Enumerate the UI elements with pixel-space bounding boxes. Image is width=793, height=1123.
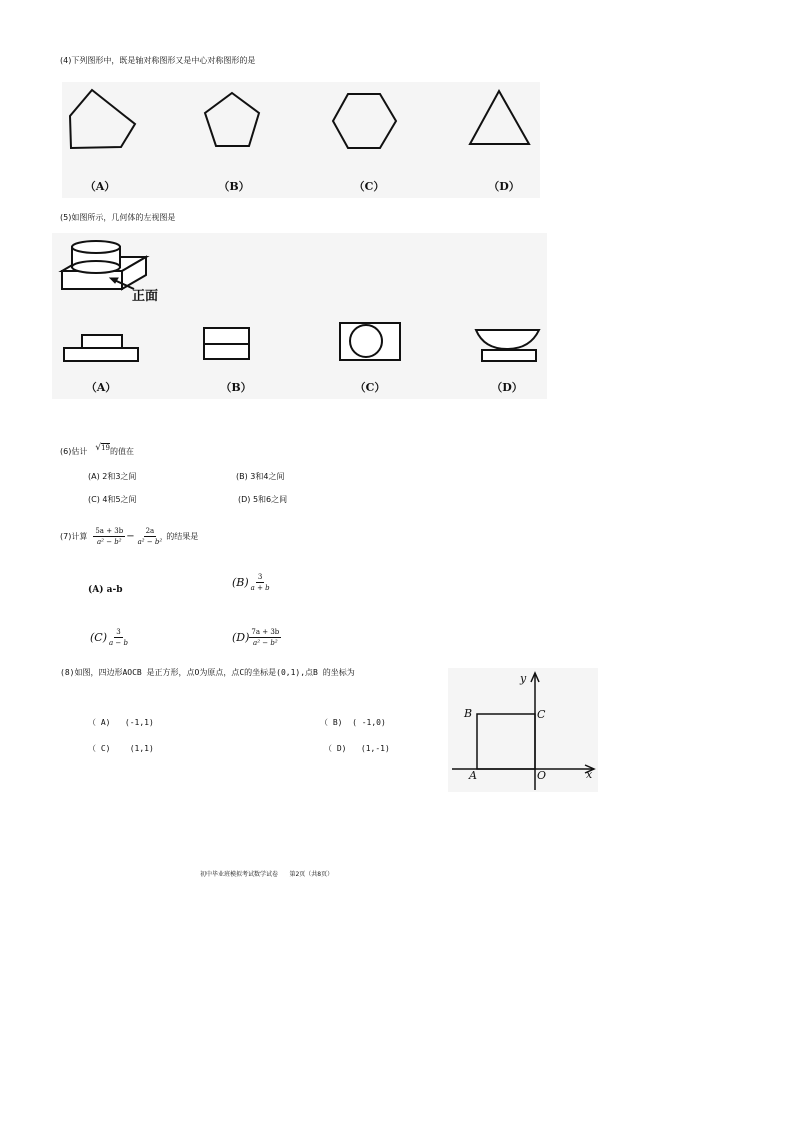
q6-option-b: (B) 3和4之间: [236, 472, 285, 481]
q7-option-d-numerator: 7a + 3b: [251, 628, 280, 636]
q4-label-b: （B）: [218, 180, 250, 193]
irregular-pentagon: [70, 90, 135, 148]
q7-option-b-denominator: a + b: [250, 584, 270, 592]
sqrt-symbol: √: [95, 443, 102, 453]
q6-option-a: (A) 2和3之间: [88, 472, 137, 481]
q7-option-c-fraction: [107, 628, 130, 647]
q7-frac2-numerator: 2a: [145, 527, 155, 535]
q7-option-c: [90, 628, 130, 647]
q7-option-a: (A) a-b: [88, 585, 123, 595]
q7-option-d-fraction: [249, 628, 281, 647]
sqrt-expression: [95, 443, 110, 453]
q5-shapes: [52, 233, 547, 399]
q7-minus: −: [126, 531, 135, 542]
q4-label-d: （D）: [488, 180, 520, 193]
square-aocb: [477, 714, 535, 769]
option-a-view: [64, 335, 138, 361]
q6-option-c: (C) 4和5之间: [88, 495, 137, 504]
q7-frac1-numerator: 5a + 3b: [95, 527, 124, 535]
sqrt-argument: 19: [101, 444, 111, 452]
q7-option-b-label: (B): [232, 576, 249, 589]
point-a-label: A: [469, 769, 477, 782]
point-o-label: O: [537, 769, 547, 782]
q7-stem-suffix: 的结果是: [166, 532, 199, 541]
q5-label-d: （D）: [491, 381, 523, 394]
q4-label-a: （A）: [84, 180, 116, 193]
q7-frac1-denominator: a² − b²: [96, 538, 122, 546]
q7-option-c-denominator: a − b: [109, 639, 128, 647]
page-footer: 初中毕业班模拟考试数学试卷 第2页（共8页）: [200, 871, 334, 878]
q7-option-b-numerator: 3: [257, 573, 263, 581]
option-b-view: [204, 328, 249, 359]
q7-stem-prefix: (7)计算: [60, 532, 88, 541]
q8-option-a: （ A) (-1,1): [88, 718, 154, 727]
q8-stem: (8)如图，四边形AOCB 是正方形，点O为原点，点C的坐标是(0,1),点B 的坐标为: [60, 668, 355, 677]
y-axis-label: y: [520, 672, 527, 685]
q4-stem: (4)下列图形中，既是轴对称图形又是中心对称图形的是: [60, 56, 256, 65]
q7-option-b-fraction: [249, 573, 272, 592]
q6-stem-prefix: (6)估计: [60, 447, 88, 456]
q7-option-d-denominator: a² − b²: [253, 639, 278, 647]
q6-stem: [60, 443, 135, 457]
q4-figure-panel: [62, 82, 540, 198]
q5-label-a: （A）: [85, 381, 117, 394]
q7-stem: [60, 527, 198, 546]
x-axis-label: x: [586, 768, 593, 781]
q8-option-b: （ B) ( -1,0): [320, 718, 386, 727]
q7-option-c-label: (C): [90, 631, 107, 644]
option-c-view: [340, 323, 400, 360]
q7-option-d-label: (D): [232, 631, 250, 644]
q7-frac2-denominator: a² − b²: [137, 538, 163, 546]
regular-hexagon: [333, 94, 396, 148]
equilateral-triangle: [470, 91, 529, 144]
q7-fraction-2: [136, 527, 165, 546]
q8-option-d: （ D) (1,-1): [324, 744, 390, 753]
q5-label-c: （C）: [354, 381, 386, 394]
q4-shapes: [62, 82, 540, 198]
q5-stem: (5)如图所示，几何体的左视图是: [60, 213, 176, 222]
q8-option-c: （ C) (1,1): [88, 744, 154, 753]
q8-figure-panel: [448, 668, 598, 792]
q6-stem-suffix: 的值在: [110, 447, 135, 456]
q4-label-c: （C）: [353, 180, 385, 193]
regular-pentagon: [205, 93, 259, 146]
front-label: 正面: [132, 289, 159, 304]
point-c-label: C: [537, 708, 546, 721]
q7-option-b: [232, 573, 272, 592]
q7-option-c-numerator: 3: [116, 628, 121, 636]
solid-figure: [62, 241, 146, 289]
q6-option-d: (D) 5和6之间: [238, 495, 288, 504]
q5-label-b: （B）: [220, 381, 252, 394]
point-b-label: B: [464, 707, 473, 720]
q7-fraction-1: [93, 527, 125, 546]
q5-figure-panel: [52, 233, 547, 399]
q7-option-d: [232, 628, 281, 647]
option-d-view: [476, 330, 539, 361]
